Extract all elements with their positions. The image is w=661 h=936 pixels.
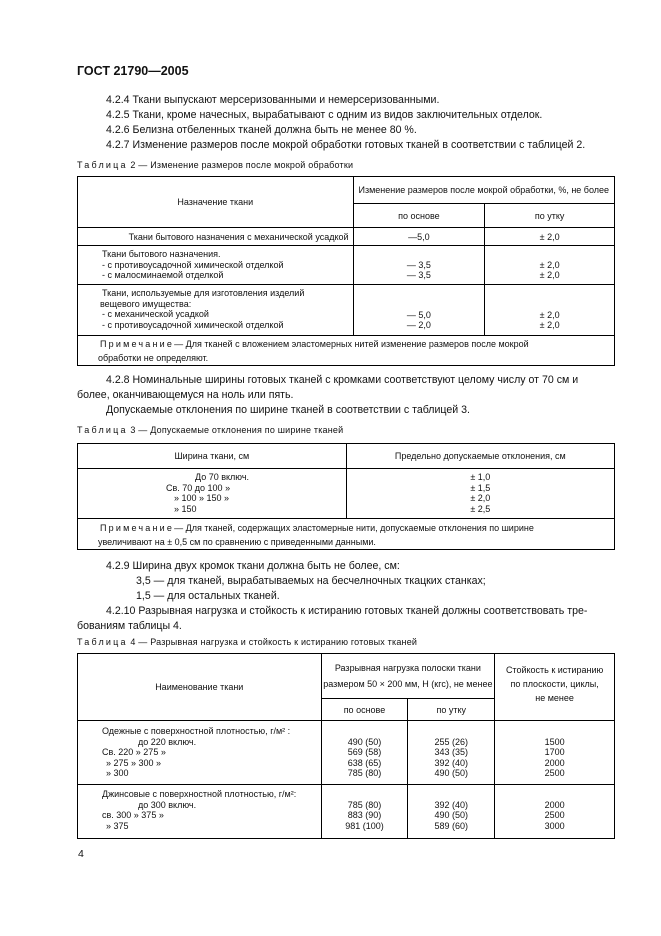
- para-selvage-2: 1,5 — для остальных тканей.: [136, 590, 280, 602]
- table2-note-text: — Для тканей с вложением эластомерных нитей изменение размеров после мокрой: [174, 339, 529, 349]
- table4-sec1-name-1: до 220 включ.: [138, 736, 197, 747]
- table2-row2-a: - с противоусадочной химической отделкой: [102, 259, 284, 270]
- table4-sec1-name-4: » 300: [106, 768, 129, 778]
- page-number: 4: [78, 848, 84, 860]
- table4-sec2-name-3: » 375: [106, 820, 129, 831]
- table2-row2-a1: — 3,5: [406, 259, 431, 270]
- table4-sec2-abr-1: 2000: [544, 799, 565, 810]
- para-4-2-8-cont: более, оканчивающемуся на ноль или пять.: [77, 389, 294, 401]
- table4-group-header-1: Разрывная нагрузка полоски ткани: [334, 663, 481, 673]
- table4-sub2: по утку: [408, 699, 495, 721]
- table2-caption: [77, 160, 353, 170]
- table3-width-4: » 150: [174, 503, 197, 514]
- table4-sec1-abr-1: 1500: [544, 736, 565, 747]
- table3-caption-text: 3 — Допускаемые отклонения по ширине тканей: [130, 425, 344, 435]
- table4-sec1-warp-2: 569 (58): [347, 747, 382, 757]
- table4-sec1-warp-3: 638 (65): [347, 757, 382, 768]
- table4-sec1-weft-4: 490 (50): [434, 768, 469, 778]
- table3-width-1: До 70 включ.: [195, 472, 250, 482]
- para-selvage-1: 3,5 — для тканей, вырабатываемых на бесчелночных ткацких станках;: [136, 575, 486, 587]
- table2-sub2: по утку: [485, 204, 615, 228]
- table4-sec1-warp-1: 490 (50): [347, 736, 382, 747]
- table3-note-line2: увеличивают на ± 0,5 см по сравнению с приведенными данными.: [98, 537, 376, 547]
- para-4-2-8: 4.2.8 Номинальные ширины готовых тканей с кромками соответствуют целому числу от 70 см и: [106, 374, 579, 386]
- para-4-2-10-cont: бованиям таблицы 4.: [77, 620, 182, 632]
- table2-note-line2: обработки не определяют.: [98, 353, 209, 363]
- table2-row3-a2: ± 2,0: [539, 309, 560, 320]
- table4-col4-header-3: не менее: [535, 693, 574, 703]
- table3-caption-label: Таблица: [77, 425, 128, 435]
- para-4-2-5: 4.2.5 Ткани, кроме начесных, вырабатывают с одним из видов заключительных отделок.: [106, 109, 543, 121]
- para-4-2-4: 4.2.4 Ткани выпускают мерсеризованными и немерсеризованными.: [106, 94, 440, 106]
- table2-caption-label: Таблица: [77, 160, 128, 170]
- table4-caption: [77, 637, 417, 647]
- table4-sec2-name-2: св. 300 » 375 »: [102, 810, 164, 820]
- table2: [77, 176, 615, 366]
- table4-sec2-warp-3: 981 (100): [345, 820, 384, 831]
- table4-caption-label: Таблица: [77, 637, 128, 647]
- table4-sec2-weft-2: 490 (50): [434, 810, 469, 820]
- table4-sec1-weft-3: 392 (40): [434, 757, 469, 768]
- table2-row2-b: - с малосминаемой отделкой: [102, 270, 224, 280]
- table4-sec1-weft-2: 343 (35): [434, 747, 469, 757]
- table2-row2-b1: — 3,5: [406, 270, 431, 280]
- table2-row1-v1: —5,0: [353, 228, 485, 246]
- table3-width-2: Св. 70 до 100 »: [166, 482, 231, 493]
- table2-row2-b2: ± 2,0: [539, 270, 560, 280]
- table4-sec1-name-2: Св. 220 » 275 »: [102, 747, 166, 757]
- table3-dev-1: ± 1,0: [470, 472, 491, 482]
- table4-col1-header: Наименование ткани: [78, 654, 322, 721]
- table2-row1-name: Ткани бытового назначения с механической усадкой: [78, 228, 354, 246]
- table3: [77, 443, 615, 550]
- table3-note-text: — Для тканей, содержащих эластомерные нити, допускаемые отклонения по ширине: [174, 523, 534, 533]
- table2-row3-b1: — 2,0: [406, 320, 431, 330]
- table3-width-3: » 100 » 150 »: [174, 493, 230, 503]
- table3-dev-2: ± 1,5: [470, 482, 491, 493]
- table2-row3-a1: — 5,0: [406, 309, 431, 320]
- table2-col1-header: Назначение ткани: [78, 177, 354, 228]
- table4-sub1: по основе: [321, 699, 408, 721]
- table3-dev-3: ± 2,0: [470, 493, 491, 503]
- table4-col4-header-1: Стойкость к истиранию: [505, 665, 604, 675]
- para-4-2-10: 4.2.10 Разрывная нагрузка и стойкость к истиранию готовых тканей должны соответствовать тре-: [106, 605, 588, 617]
- table2-caption-text: 2 — Изменение размеров после мокрой обработки: [130, 160, 354, 170]
- para-4-2-6: 4.2.6 Белизна отбеленных тканей должна быть не менее 80 %.: [106, 124, 417, 136]
- table3-dev-4: ± 2,5: [470, 503, 491, 514]
- table3-note-label: Примечание: [100, 523, 175, 533]
- table2-note-label: Примечание: [100, 339, 175, 349]
- table4-sec1-weft-1: 255 (26): [434, 736, 469, 747]
- table4-sec2-abr-3: 3000: [544, 820, 565, 831]
- table4: [77, 653, 615, 839]
- table2-row3-name-1: Ткани, используемые для изготовления изделий: [102, 288, 305, 298]
- table4-sec2-name-1: до 300 включ.: [138, 799, 197, 810]
- table2-sub1: по основе: [353, 204, 485, 228]
- page-header: ГОСТ 21790—2005: [77, 64, 189, 78]
- table4-sec1-abr-2: 1700: [544, 747, 565, 757]
- table4-group-header-2: размером 50 × 200 мм, Н (кгс), не менее: [323, 679, 493, 689]
- table3-caption: [77, 425, 343, 435]
- table4-sec1-name-3: » 275 » 300 »: [106, 757, 162, 768]
- table4-sec2-weft-3: 589 (60): [434, 820, 469, 831]
- table2-row3-name-2: вещевого имущества:: [100, 298, 192, 309]
- table4-caption-text: 4 — Разрывная нагрузка и стойкость к истиранию готовых тканей: [130, 637, 418, 647]
- table4-col4-header-2: по плоскости, циклы,: [510, 679, 599, 689]
- table4-sec2-warp-2: 883 (90): [347, 810, 382, 820]
- table4-sec1-title: Одежные с поверхностной плотностью, г/м² :: [102, 726, 291, 736]
- table3-col2-header: Предельно допускаемые отклонения, см: [346, 444, 614, 469]
- para-tolerances: Допускаемые отклонения по ширине тканей в соответствии с таблицей 3.: [106, 404, 470, 416]
- table4-sec2-title: Джинсовые с поверхностной плотностью, г/м²:: [102, 789, 297, 799]
- table2-row3-b2: ± 2,0: [539, 320, 560, 330]
- table4-sec1-abr-3: 2000: [544, 757, 565, 768]
- table4-sec2-weft-1: 392 (40): [434, 799, 469, 810]
- table2-row3-b: - с противоусадочной химической отделкой: [102, 319, 284, 330]
- table4-sec2-warp-1: 785 (80): [347, 799, 382, 810]
- table3-col1-header: Ширина ткани, см: [78, 444, 347, 469]
- table2-row3-a: - с механической усадкой: [102, 309, 209, 319]
- table2-row1-v2: ± 2,0: [485, 228, 615, 246]
- para-4-2-9: 4.2.9 Ширина двух кромок ткани должна быть не более, см:: [106, 560, 400, 572]
- table2-row2-name: Ткани бытового назначения.: [102, 249, 221, 259]
- table4-sec1-warp-4: 785 (80): [347, 768, 382, 778]
- para-4-2-7: 4.2.7 Изменение размеров после мокрой обработки готовых тканей в соответствии с таблицей 2.: [106, 139, 586, 151]
- table2-row2-a2: ± 2,0: [539, 259, 560, 270]
- table2-group-header: Изменение размеров после мокрой обработки, %, не более: [353, 177, 614, 204]
- table4-sec1-abr-4: 2500: [544, 768, 565, 778]
- table4-sec2-abr-2: 2500: [544, 810, 565, 820]
